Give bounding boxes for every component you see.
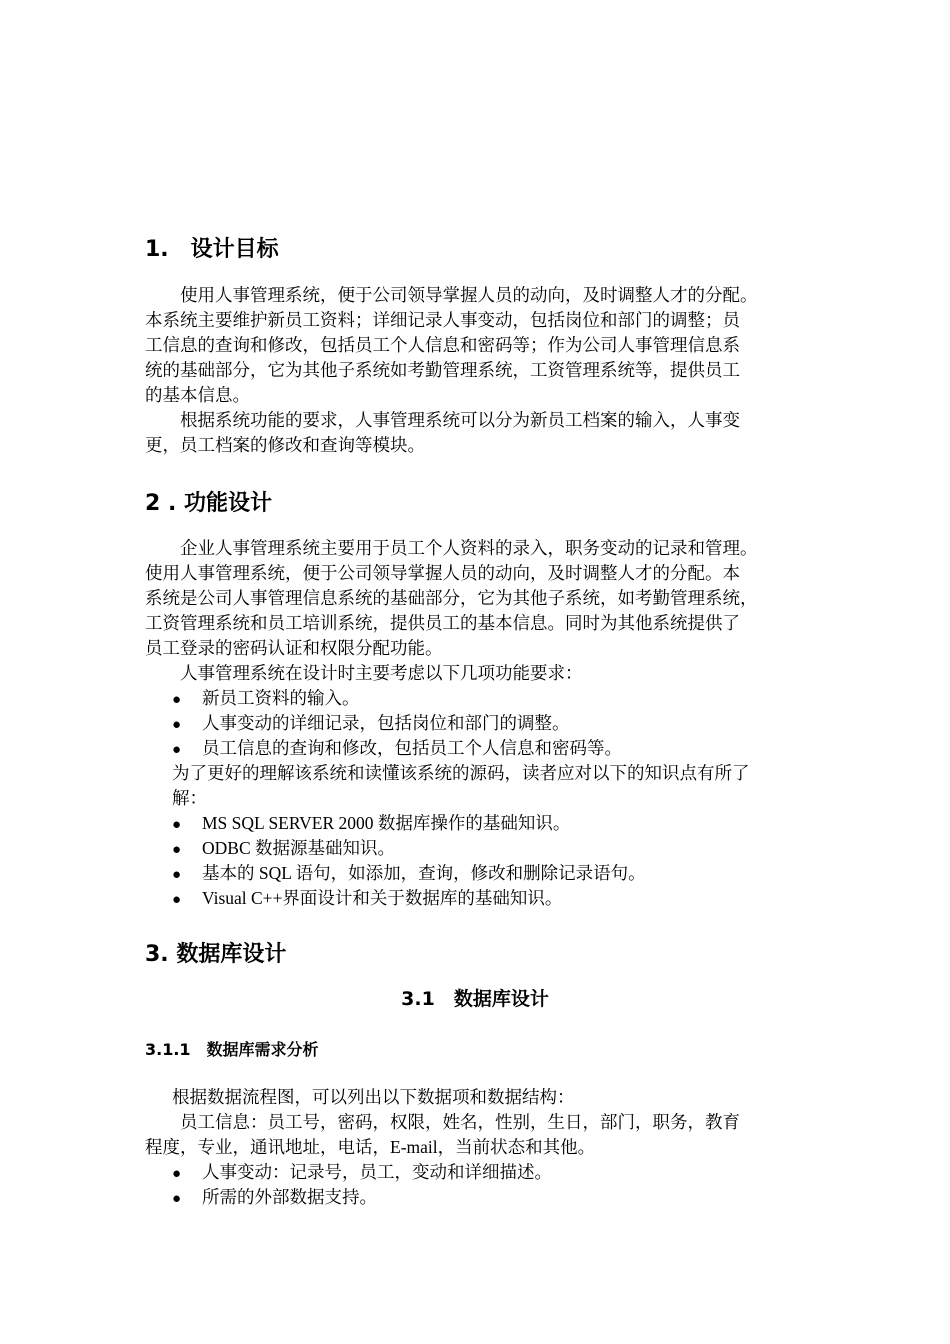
section-1-para-1-line-5: 的基本信息。 bbox=[145, 385, 250, 405]
bullet-icon: ● bbox=[172, 867, 182, 883]
section-2-para-1-line-4: 工资管理系统和员工培训系统，提供员工的基本信息。同时为其他系统提供了 bbox=[145, 613, 740, 633]
list-item bbox=[172, 861, 646, 888]
section-1-para-2-line-2: 更，员工档案的修改和查询等模块。 bbox=[145, 435, 425, 455]
section-2-para-1-line-2: 使用人事管理系统，便于公司领导掌握人员的动向，及时调整人才的分配。本 bbox=[145, 563, 740, 583]
bullet-icon: ● bbox=[172, 742, 182, 758]
list-item bbox=[172, 736, 622, 763]
list-item bbox=[172, 836, 395, 863]
list-item bbox=[172, 686, 360, 713]
list-item-text: 新员工资料的输入。 bbox=[202, 688, 360, 708]
bullet-icon: ● bbox=[172, 892, 182, 908]
list-item-text: 所需的外部数据支持。 bbox=[202, 1187, 377, 1207]
bullet-icon: ● bbox=[172, 1191, 182, 1207]
bullet-icon: ● bbox=[172, 1166, 182, 1182]
list-item-text: ODBC 数据源基础知识。 bbox=[202, 838, 395, 858]
section-3-1-heading: 3.1 数据库设计 bbox=[401, 988, 549, 1010]
section-1-para-1-line-2: 本系统主要维护新员工资料；详细记录人事变动，包括岗位和部门的调整；员 bbox=[145, 310, 740, 330]
list-item-text: 人事变动的详细记录，包括岗位和部门的调整。 bbox=[202, 713, 570, 733]
list-item bbox=[172, 886, 562, 913]
bullet-icon: ● bbox=[172, 817, 182, 833]
list-item-text: Visual C++界面设计和关于数据库的基础知识。 bbox=[202, 888, 563, 908]
list-item bbox=[172, 1160, 552, 1187]
section-3-para-1: 根据数据流程图，可以列出以下数据项和数据结构： bbox=[172, 1087, 575, 1107]
list-item bbox=[172, 1185, 377, 1212]
section-3-1-1-heading: 3.1.1 数据库需求分析 bbox=[145, 1040, 319, 1059]
section-2-para-3-line-2: 解： bbox=[172, 788, 207, 808]
section-1-heading: 1. 设计目标 bbox=[145, 237, 279, 262]
list-item-text: MS SQL SERVER 2000 数据库操作的基础知识。 bbox=[202, 813, 571, 833]
section-3-para-2-line-1: 员工信息：员工号，密码，权限，姓名，性别，生日，部门，职务，教育 bbox=[180, 1112, 740, 1132]
bullet-icon: ● bbox=[172, 842, 182, 858]
section-2-para-1-line-1: 企业人事管理系统主要用于员工个人资料的录入，职务变动的记录和管理。 bbox=[180, 538, 758, 558]
list-item-text: 员工信息的查询和修改，包括员工个人信息和密码等。 bbox=[202, 738, 622, 758]
section-2-para-1-line-3: 系统是公司人事管理信息系统的基础部分，它为其他子系统，如考勤管理系统， bbox=[145, 588, 758, 608]
bullet-icon: ● bbox=[172, 717, 182, 733]
section-1-para-1-line-3: 工信息的查询和修改，包括员工个人信息和密码等；作为公司人事管理信息系 bbox=[145, 335, 740, 355]
list-item bbox=[172, 711, 570, 738]
section-3-heading: 3. 数据库设计 bbox=[145, 942, 287, 967]
section-1-para-1-line-4: 统的基础部分，它为其他子系统如考勤管理系统，工资管理系统等，提供员工 bbox=[145, 360, 740, 380]
section-2-para-1-line-5: 员工登录的密码认证和权限分配功能。 bbox=[145, 638, 443, 658]
list-item-text: 基本的 SQL 语句，如添加，查询，修改和删除记录语句。 bbox=[202, 863, 646, 883]
section-2-heading: 2 . 功能设计 bbox=[145, 491, 272, 516]
list-item-text: 人事变动：记录号，员工，变动和详细描述。 bbox=[202, 1162, 552, 1182]
section-2-para-3-line-1: 为了更好的理解该系统和读懂该系统的源码，读者应对以下的知识点有所了 bbox=[172, 763, 750, 783]
bullet-icon: ● bbox=[172, 692, 182, 708]
section-2-para-2: 人事管理系统在设计时主要考虑以下几项功能要求： bbox=[180, 663, 583, 683]
section-1-para-1-line-1: 使用人事管理系统，便于公司领导掌握人员的动向，及时调整人才的分配。 bbox=[180, 285, 758, 305]
section-1-para-2-line-1: 根据系统功能的要求，人事管理系统可以分为新员工档案的输入，人事变 bbox=[180, 410, 740, 430]
section-3-para-2-line-2: 程度，专业，通讯地址，电话，E-mail，当前状态和其他。 bbox=[145, 1137, 596, 1157]
list-item bbox=[172, 811, 570, 838]
